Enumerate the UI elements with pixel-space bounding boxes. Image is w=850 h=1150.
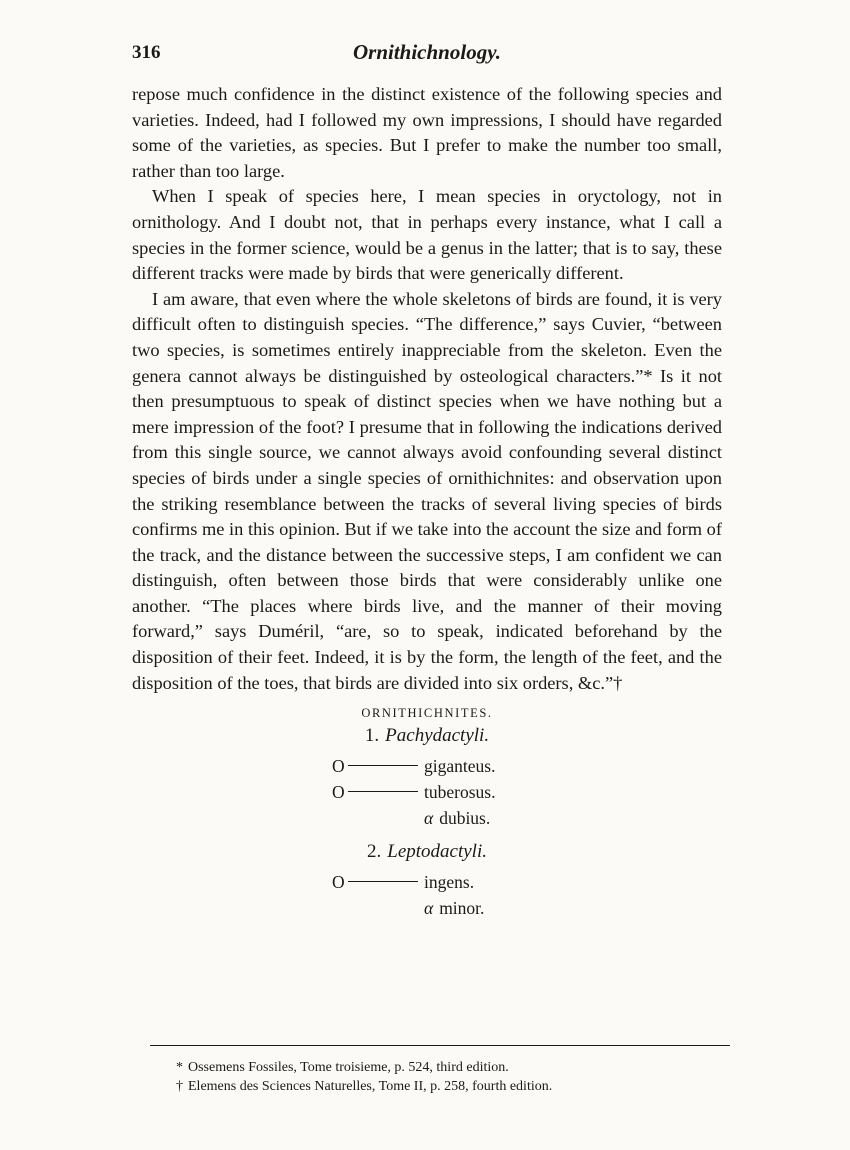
- group-heading: [132, 841, 722, 863]
- genus-abbrev: O: [332, 756, 345, 777]
- dash-rule: [348, 881, 418, 882]
- variety-label: dubius.: [439, 808, 491, 829]
- dash-rule: [348, 765, 418, 766]
- body-text: [132, 82, 722, 696]
- classification-title: ORNITHICHNITES.: [361, 706, 493, 721]
- footnote-rule: [150, 1045, 730, 1046]
- running-title: Ornithichnology.: [352, 40, 501, 64]
- variety-marker: α: [424, 898, 434, 919]
- footnote-text: Elemens des Sciences Naturelles, Tome II, p. 258, fourth edition.: [188, 1079, 553, 1094]
- footnote: [150, 1058, 730, 1077]
- species-name: ingens.: [424, 872, 475, 893]
- variety-entry: [132, 895, 722, 921]
- classification-list: [132, 706, 722, 921]
- page-number: 316: [132, 42, 161, 63]
- group-number: 1.: [364, 725, 380, 747]
- footnotes: [150, 1045, 730, 1096]
- variety-name: [424, 895, 484, 921]
- page-header: [132, 40, 722, 74]
- footnote-mark: *: [176, 1060, 183, 1075]
- species-entry: [132, 779, 722, 805]
- species-entry: [132, 869, 722, 895]
- book-page: [132, 40, 722, 921]
- group-heading: [132, 725, 722, 747]
- paragraph: repose much confidence in the distinct existence of the following species and varieties. Indeed, had I followed my own impressions, I should have regarded some of the varieties, as species. But I prefer to make the number too small, rather than too large.: [132, 84, 722, 181]
- dash-rule: [348, 791, 418, 792]
- paragraph: When I speak of species here, I mean species in oryctology, not in ornithology. And I doubt not, that in perhaps every instance, what I call a species in the former science, would be a genus in the latter; that is to say, these different tracks were made by birds that were generically different.: [132, 186, 722, 284]
- species-entry: [132, 753, 722, 779]
- variety-label: minor.: [439, 898, 485, 919]
- variety-marker: α: [424, 808, 434, 829]
- variety-name: [424, 805, 490, 831]
- group-number: 2.: [367, 841, 382, 863]
- genus-abbrev: O: [332, 782, 345, 803]
- footnote-text: Ossemens Fossiles, Tome troisieme, p. 524, third edition.: [188, 1060, 509, 1075]
- footnote: [150, 1077, 730, 1096]
- species-name: tuberosus.: [424, 782, 496, 803]
- footnote-mark: †: [176, 1079, 183, 1094]
- variety-entry: [132, 805, 722, 831]
- paragraph: I am aware, that even where the whole skeletons of birds are found, it is very difficult often to distinguish species. “The difference,” says Cuvier, “between two species, is sometimes entirely inappreciable from the skeleton. Even the genera cannot always be distinguished by osteological characters.”* Is it not then presumptuous to speak of distinct species when we have nothing but a mere impression of the foot? I presume that in following the indications derived from this single source, we cannot always avoid confounding several distinct species of birds under a single species of ornithichnites: and observation upon the striking resemblance between the tracks of several living species of birds confirms me in this opinion. But if we take into the account the size and form of the track, and the distance between the successive steps, I am confident we can distinguish, often between those birds that were considerably unlike one another. “The places where birds live, and the manner of their moving forward,” says Duméril, “are, so to speak, indicated beforehand by the disposition of their feet. Indeed, it is by the form, the length of the feet, and the disposition of the toes, that birds are divided into six orders, &c.”†: [132, 288, 722, 693]
- species-name: giganteus.: [424, 756, 496, 777]
- group-name: Pachydactyli.: [385, 725, 490, 747]
- genus-abbrev: O: [332, 872, 345, 893]
- group-name: Leptodactyli.: [387, 841, 487, 863]
